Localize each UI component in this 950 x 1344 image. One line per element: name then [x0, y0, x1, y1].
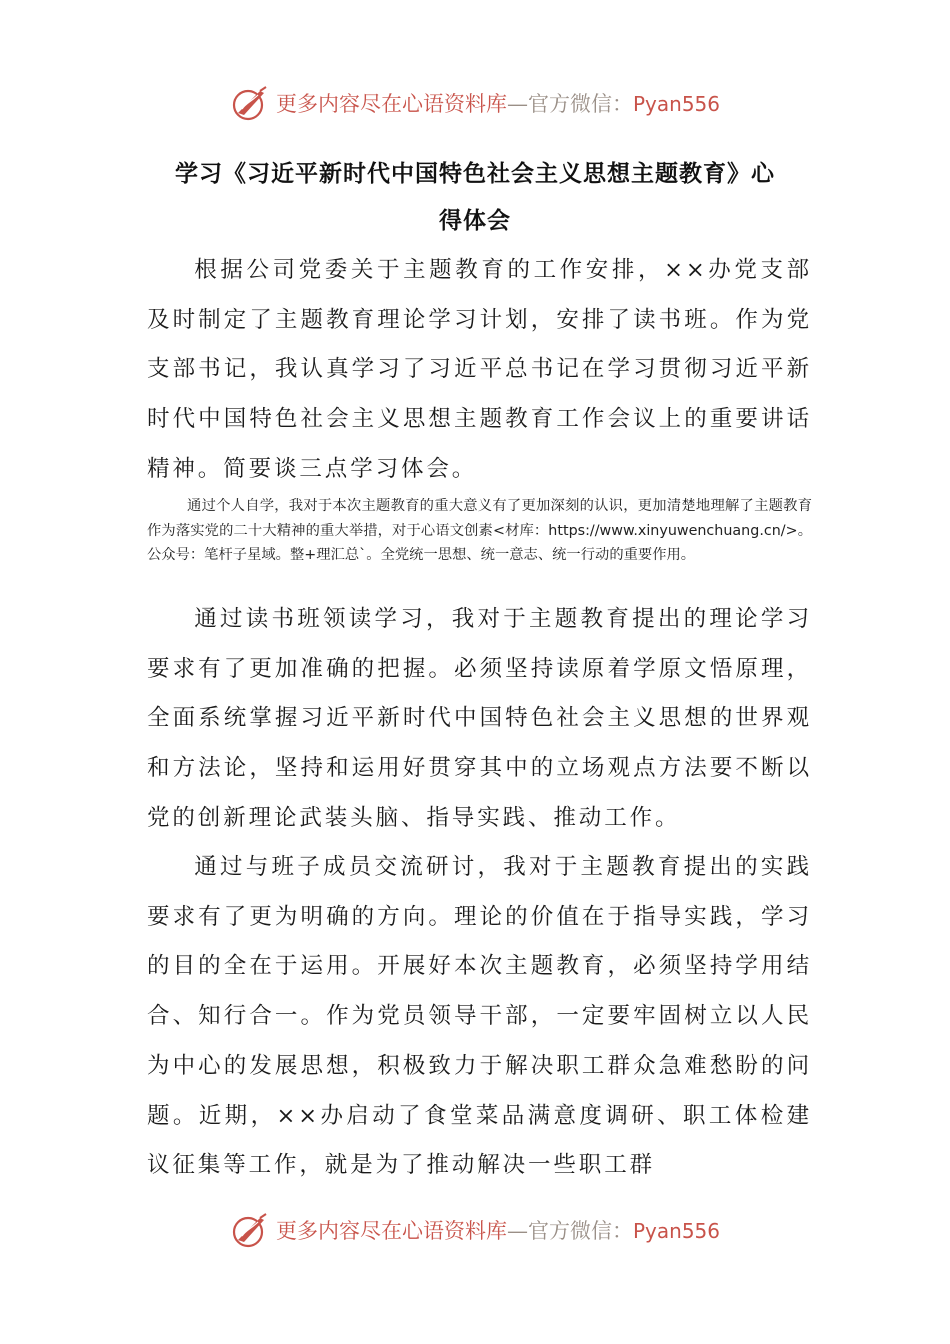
body-paragraph-3-block	[147, 595, 812, 844]
body-paragraph-1-block	[147, 246, 812, 495]
quill-logo-icon	[230, 83, 270, 123]
body-paragraph: 根据公司党委关于主题教育的工作安排，××办党支部及时制定了主题教育理论学习计划，安排了读书班。作为党支部书记，我认真学习了习近平总书记在学习贯彻习近平新时代中国特色社会主义思想主题教育工作会议上的重要讲话精神。简要谈三点学习体会。	[147, 257, 812, 482]
watermark-handle: Pyan556	[632, 1219, 720, 1243]
body-paragraph-4-block	[147, 843, 812, 1191]
watermark-dash: —官方微信：	[506, 1219, 633, 1243]
body-paragraph-small: 通过个人自学，我对于本次主题教育的重大意义有了更加深刻的认识，更加清楚地理解了主题教育作为落实党的二十大精神的重大举措，对于心语文创素<材库：https://www.xinyuwenchuang.cn/>。公众号：笔杆子星域。整+理汇总`。全党统一思想、统一意志、统一行动的重要作用。	[147, 498, 812, 563]
body-paragraph: 通过与班子成员交流研讨，我对于主题教育提出的实践要求有了更为明确的方向。理论的价值在于指导实践，学习的目的全在于运用。开展好本次主题教育，必须坚持学用结合、知行合一。作为党员领导干部，一定要牢固树立以人民为中心的发展思想，积极致力于解决职工群众急难愁盼的问题。近期，××办启动了食堂菜品满意度调研、职工体检建议征集等工作，就是为了推动解决一些职工群	[147, 854, 812, 1179]
document-title-line2: 得体会	[439, 208, 511, 234]
watermark-text	[276, 88, 720, 118]
quill-logo-icon	[230, 1210, 270, 1250]
watermark-text	[276, 1215, 720, 1245]
body-paragraph: 通过读书班领读学习，我对于主题教育提出的理论学习要求有了更加准确的把握。必须坚持读原着学原文悟原理，全面系统掌握习近平新时代中国特色社会主义思想的世界观和方法论，坚持和运用好贯穿其中的立场观点方法要不断以党的创新理论武装头脑、指导实践、推动工作。	[147, 606, 812, 831]
watermark-handle: Pyan556	[632, 92, 720, 116]
footer-watermark-banner	[0, 1205, 950, 1255]
watermark-lead: 更多内容尽在心语资料库	[275, 1219, 507, 1243]
document-title-line1: 学习《习近平新时代中国特色社会主义思想主题教育》心	[175, 161, 775, 187]
watermark-dash: —官方微信：	[506, 92, 633, 116]
watermark-lead: 更多内容尽在心语资料库	[275, 92, 507, 116]
header-watermark-banner	[0, 78, 950, 128]
